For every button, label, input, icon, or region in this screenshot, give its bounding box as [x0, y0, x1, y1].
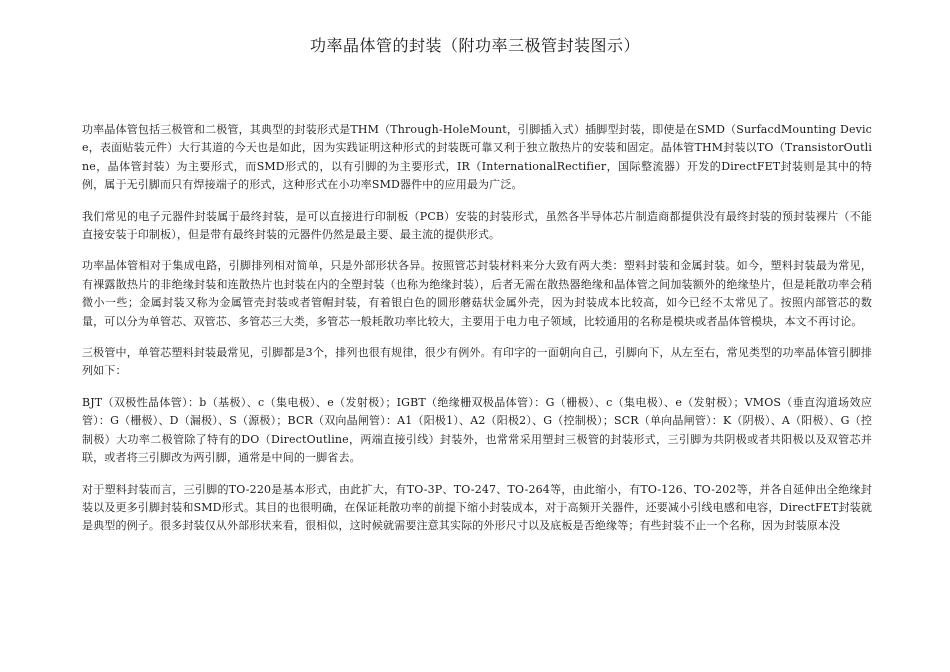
- document-body: [82, 121, 872, 549]
- paragraph-pin-list: BJT（双极性晶体管）：b（基极）、c（集电极）、e（发射极）；IGBT（绝缘栅双极晶体管）：G（栅极）、c（集电极）、e（发射极）；VMOS（垂直沟道场效应管）：G（栅极）、D（漏极）、S（源极）；BCR（双向晶闸管）：A1（阳极1）、A2（阳极2）、G（控制极）；SCR（单向晶闸管）：K（阴极）、A（阳极）、G（控制极）大功率二极管除了特有的DO（DirectOutline，两端直接引线）封装外，也常常采用塑封三极管的封装形式，三引脚为共阴极或者共阳极以及双管芯并联，或者将三引脚改为两引脚，通常是中间的一脚省去。: [82, 395, 872, 465]
- paragraph-final-package: 我们常见的电子元器件封装属于最终封装，是可以直接进行印制板（PCB）安装的封装形式，虽然各半导体芯片制造商都提供没有最终封装的预封装裸片（不能直接安装于印制板），但是带有最终封装的元器件仍然是最主要、最主流的提供形式。: [82, 209, 872, 242]
- paragraph-pin-arrangement: 三极管中，单管芯塑料封装最常见，引脚都是3个，排列也很有规律，很少有例外。有印字的一面朝向自己，引脚向下，从左至右，常见类型的功率晶体管引脚排列如下：: [82, 346, 872, 378]
- paragraph-package-overview: 功率晶体管包括三极管和二极管，其典型的封装形式是THM（Through-HoleMount，引脚插入式）插脚型封装，即使是在SMD（SurfacdMounting Device，表面贴装元件）大行其道的今天也是如此，因为实践证明这种形式的封装既可靠又利于独立散热片的安装和固定。晶体管THM封装以TO（TransistorOutline，晶体管封装）为主要形式，而SMD形式的，以有引脚的为主要形式，IR（InternationalRectifier，国际整流器）开发的DirectFET封装则是其中的特例，属于无引脚而只有焊接端子的形式，这种形式在小功率SMD器件中的应用最为广泛。: [82, 123, 872, 192]
- paragraph-plastic-package: 对于塑料封装而言，三引脚的TO-220是基本形式，由此扩大，有TO-3P、TO-247、TO-264等，由此缩小，有TO-126、TO-202等，并各自延伸出全绝缘封装以及更多引脚封装和SMD形式。其目的也很明确，在保证耗散功率的前提下缩小封装成本，对于高频开关器件，还要减小引线电感和电容，DirectFET封装就是典型的例子。很多封装仅从外部形状来看，很相似，这时候就需要注意其实际的外形尺寸以及底板是否绝缘等；有些封装不止一个名称，因为封装原本没: [82, 482, 872, 533]
- paragraph-package-materials: 功率晶体管相对于集成电路，引脚排列相对简单，只是外部形状各异。按照管芯封装材料来分大致有两大类：塑料封装和金属封装。如今，塑料封装最为常见，有裸露散热片的非绝缘封装和连散热片也封装在内的全塑封装（也称为绝缘封装），后者无需在散热器绝缘和晶体管之间加装额外的绝缘垫片，但是耗散功率会稍微小一些；金属封装又称为金属管壳封装或者管帽封装，有着银白色的圆形蘑菇状金属外壳，因为封装成本比较高，如今已经不太常见了。按照内部管芯的数量，可以分为单管芯、双管芯、多管芯三大类，多管芯一般耗散功率比较大，主要用于电力电子领域，比较通用的名称是模块或者晶体管模块，本文不再讨论。: [82, 259, 872, 328]
- document-title: 功率晶体管的封装（附功率三极管封装图示）: [309, 36, 640, 55]
